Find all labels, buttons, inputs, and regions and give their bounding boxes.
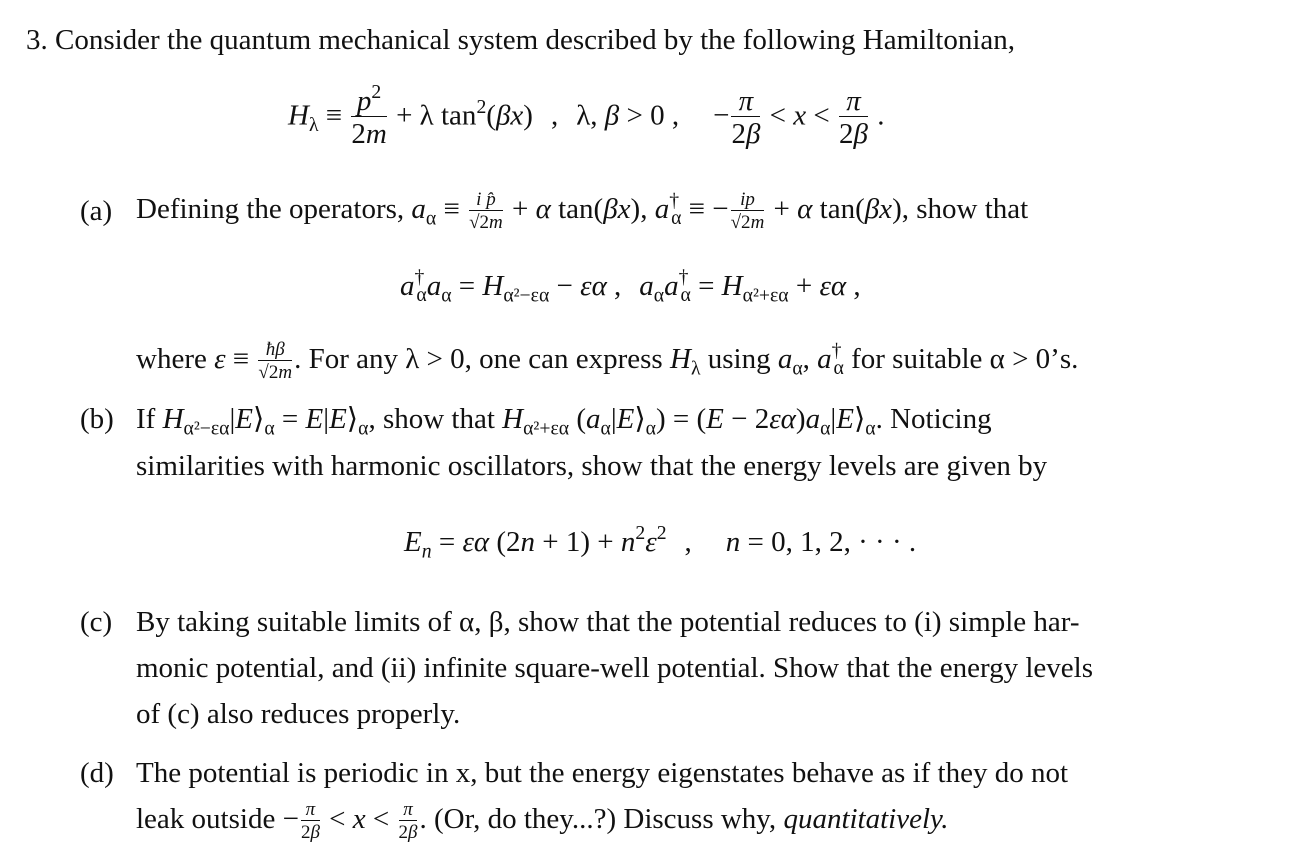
part-a-line3: where ε ≡ $\frac{ħ\beta}{√2m}$ . For any λ > 0, one can express $H_\lambda$ using $a_\alpha$, $a^\dagger_\alpha$ for suitable α > 0’s. (136, 339, 1079, 383)
part-b-line1: If $H_{\alpha^2-\varepsilon\alpha}|E⟩_\alpha$ = $E|E⟩_\alpha$, show that $H_{\alpha^2+\varepsilon\alpha}$ $(a_\alpha|E⟩_\alpha) = (E$ − $2\varepsilon\alpha)a_\alpha|E⟩_\alpha$. Noticing (136, 403, 992, 440)
part-d-line1: The potential is periodic in x, but the energy eigenstates behave as if they do not (136, 757, 1069, 789)
fraction-pi-2beta-small: $\frac{\pi}{2\beta}$ (300, 799, 320, 843)
problem-intro: Consider the quantum mechanical system described by the following Hamiltonian, (55, 24, 1016, 56)
part-a-where: where (136, 343, 207, 376)
part-c-label: (c) (80, 606, 113, 638)
fraction-hbar-beta: $\frac{ħ\beta}{√2m}$ (258, 339, 293, 383)
problem-intro-line (26, 26, 1015, 55)
part-d-leak: leak outside (136, 803, 276, 836)
part-c-line1: By taking suitable limits of α, β, show that the potential reduces to (i) simple har- (136, 606, 1080, 638)
part-c-line2: monic potential, and (ii) infinite square-well potential. Show that the energy levels (136, 652, 1094, 684)
part-d-line2: leak outside − $\frac{\pi}{2\beta}$ < x < $\frac{\pi}{2\beta}$ . (Or, do they...?) Discuss why, quantitatively. (136, 799, 949, 843)
part-b-line2: similarities with harmonic oscillators, show that the energy levels are given by (136, 450, 1048, 482)
part-d-quantitatively: quantitatively. (783, 803, 949, 836)
fraction-pi-2beta: $\frac{\pi}{2\beta}$ (731, 85, 761, 151)
part-a-using: using (707, 343, 771, 376)
hamiltonian-equation: $H_\lambda$ ≡ $\frac{p^2}{2m}$ + λ $\tan^2(\beta x)$ , λ, β > 0 , − $\frac{\pi}{2\beta}$ < x < $\frac{\pi}{2\beta}$ . (288, 81, 885, 151)
part-b-noticing: Noticing (890, 403, 992, 435)
fraction-ip-sqrt2m: $\frac{\text{i p̂}}{√2m}$ (469, 189, 503, 233)
part-c-line3: of (c) also reduces properly. (136, 698, 461, 730)
part-a-for-suitable: for suitable α > 0’s. (851, 343, 1079, 376)
fraction-pi-2beta-small-2: $\frac{\pi}{2\beta}$ (398, 799, 418, 843)
part-b-label: (b) (80, 403, 114, 435)
part-a-line1: Defining the operators, $a_\alpha$ ≡ $\frac{\text{i p̂}}{√2m}$ + α tan(βx), $a^\dagger_\alpha$ ≡ − $\frac{ip}{√2m}$ + α tan(βx), show that (136, 189, 1029, 233)
energy-levels-equation: $E_n = \varepsilon\alpha$ $(2n + 1) + n^2\varepsilon^2$ , n = 0, 1, 2, · · · . (404, 522, 917, 563)
part-a-label: (a) (80, 195, 113, 227)
part-b-show-that: show that (382, 403, 495, 435)
ladder-commutation-equation: $a^\dagger_\alpha a_\alpha = H_{\alpha^2-\varepsilon\alpha} - \varepsilon\alpha$ , $a_\alpha a^\dagger_\alpha = H_{\alpha^2+\varepsilon\alpha} + \varepsilon\alpha$ , (400, 266, 861, 307)
fraction-pi-2beta-right: $\frac{\pi}{2\beta}$ (839, 85, 868, 151)
part-b-if: If (136, 403, 156, 435)
fraction-p2-2m: $\frac{p^2}{2m}$ (351, 81, 387, 151)
part-a-text-start: Defining the operators, (136, 193, 405, 226)
part-d-label: (d) (80, 757, 114, 789)
fraction-ip-sqrt2m-2: $\frac{ip}{√2m}$ (730, 189, 765, 233)
part-a-sentence: For any λ > 0, one can express (308, 343, 663, 376)
problem-number: 3. (26, 24, 48, 56)
part-d-or-text: (Or, do they...?) Discuss why, (433, 803, 777, 836)
part-a-text-end: show that (916, 193, 1029, 226)
